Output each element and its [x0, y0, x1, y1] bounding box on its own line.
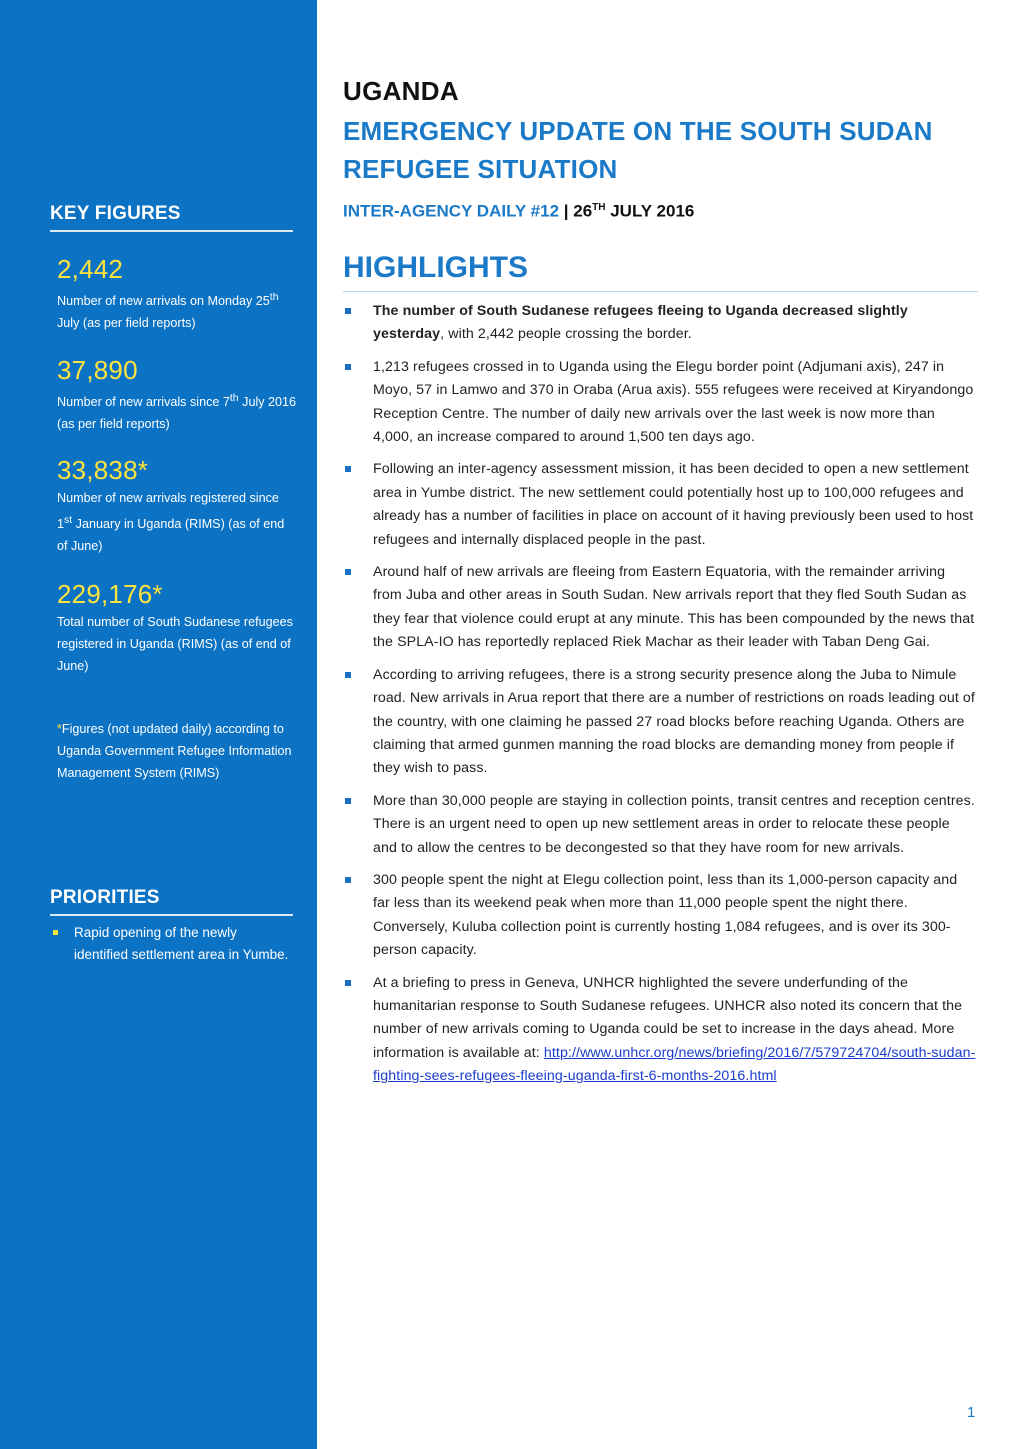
report-title: EMERGENCY UPDATE ON THE SOUTH SUDAN REFUGEE SITUATION: [343, 116, 933, 184]
key-figure-value: 2,442: [57, 254, 124, 284]
key-figure-value: 33,838*: [57, 455, 149, 485]
highlight-item: [343, 664, 977, 781]
highlight-bold: The number of South Sudanese refugees fleeing to Uganda decreased slightly yesterday: [373, 303, 908, 343]
key-figure: [57, 355, 297, 435]
key-figure: [57, 579, 297, 677]
subtitle-separator: |: [559, 201, 574, 221]
key-figure: [57, 455, 297, 557]
key-figure-value: 37,890: [57, 355, 138, 385]
unhcr-briefing-link[interactable]: http://www.unhcr.org/news/briefing/2016/7/579724704/south-sudan-fighting-sees-refugees-fleeing-uganda-first-6-months-2016.html: [373, 1044, 976, 1085]
subtitle-series: INTER-AGENCY DAILY #12: [343, 201, 560, 221]
footnote-text: Figures (not updated daily) according to Uganda Government Refugee Information Management System (RIMS): [57, 722, 292, 780]
key-figure-label: Total number of South Sudanese refugees registered in Uganda (RIMS) (as of end of June): [57, 615, 293, 673]
highlight-text: 300 people spent the night at Elegu collection point, less than its 1,000-person capacity and far less than its weekend peak when more than 11,000 people spent the night there. Conversely, Kuluba collection point is currently hosting 1,084 refugees, and is over its 300-person capacity.: [373, 871, 958, 959]
priorities-list: [52, 922, 292, 965]
subtitle-date: JULY 2016: [605, 201, 695, 221]
subtitle-day-suffix: TH: [592, 202, 606, 213]
highlight-item: [343, 356, 977, 450]
key-figure: [57, 254, 297, 334]
highlight-text: Following an inter-agency assessment mission, it has been decided to open a new settlement area in Yumbe district. The new settlement could potentially host up to 100,000 refugees and already has a number of facilities in place on account of it having previously been used to host refugees and internally displaced people in the past.: [373, 461, 974, 548]
key-figures-heading: KEY FIGURES: [50, 202, 293, 232]
key-figure-label: Number of new arrivals on Monday 25th July (as per field reports): [57, 291, 279, 331]
highlight-text: According to arriving refugees, there is a strong security presence along the Juba to Nimule road. New arrivals in Arua report that there are a number of restrictions on roads leading out of the country, with one claiming he passed 27 road blocks before reaching Uganda. Others are claiming that armed gunmen manning the road blocks are demanding money from people if they wish to pass.: [373, 666, 975, 777]
figures-footnote: [57, 718, 297, 784]
highlight-item: [343, 790, 977, 860]
highlights-list: [343, 300, 977, 1098]
key-figure-value: 229,176*: [57, 579, 163, 609]
highlight-text: More than 30,000 people are staying in collection points, transit centres and reception centres. There is an urgent need to open up new settlement areas in order to relocate these people and to allow the centres to be decongested so that they have room for new arrivals.: [373, 792, 975, 856]
sidebar: [0, 0, 317, 1449]
key-figure-label: Number of new arrivals since 7th July 2016 (as per field reports): [57, 392, 297, 432]
highlight-text: 1,213 refugees crossed in to Uganda using the Elegu border point (Adjumani axis), 247 in Moyo, 57 in Lamwo and 370 in Oraba (Arua axis). 555 refugees were received at Kiryandongo Reception Centre. The number of daily new arrivals over the last week is now more than 4,000, an increase compared to around 1,500 ten days ago.: [373, 358, 974, 446]
subtitle-day: 26: [573, 201, 593, 221]
highlight-item: [343, 458, 977, 552]
highlight-item: [343, 300, 977, 347]
highlight-item: [343, 972, 977, 1089]
highlight-text: At a briefing to press in Geneva, UNHCR highlighted the severe underfunding of the humanitarian response to South Sudanese refugees. UNHCR also noted its concern that the number of new arrivals coming to Uganda could be set to increase in the days ahead. More information is available at:: [373, 974, 963, 1061]
priorities-heading: PRIORITIES: [50, 886, 293, 916]
highlight-item: [343, 561, 977, 655]
priority-item: Rapid opening of the newly identified settlement area in Yumbe.: [52, 922, 292, 965]
highlight-text: , with 2,442 people crossing the border.: [440, 326, 692, 343]
footnote-star: *: [57, 722, 62, 736]
country-title: UGANDA: [343, 76, 459, 106]
highlight-item: [343, 869, 977, 963]
key-figure-label: Number of new arrivals registered since 1st January in Uganda (RIMS) (as of end of June): [57, 491, 285, 554]
report-subtitle: [343, 196, 694, 224]
page-number: 1: [967, 1404, 976, 1421]
highlights-heading: HIGHLIGHTS: [343, 248, 978, 292]
highlight-text: Around half of new arrivals are fleeing from Eastern Equatoria, with the remainder arriving from Juba and other areas in South Sudan. New arrivals report that they fled South Sudan as they fear that violence could erupt at any minute. This has been compounded by the news that the SPLA-IO has reportedly replaced Riek Machar as their leader with Taban Deng Gai.: [373, 564, 975, 651]
